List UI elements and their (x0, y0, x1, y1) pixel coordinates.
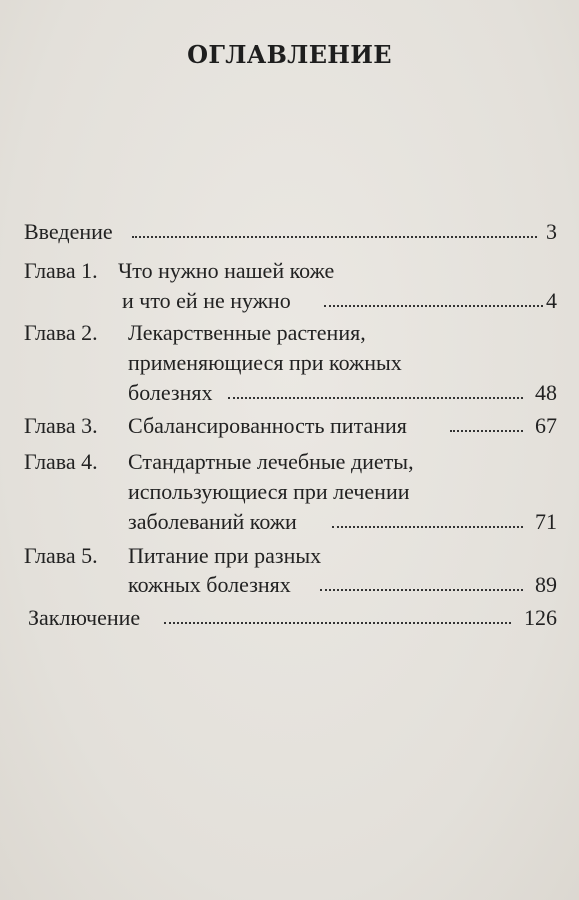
toc-entry-chapter-2-cont[interactable] (24, 348, 557, 378)
page-number: 71 (535, 509, 557, 534)
page-title: ОГЛАВЛЕНИЕ (187, 40, 392, 69)
chapter-label: Глава 2. (24, 320, 98, 345)
page-number: 126 (524, 605, 557, 630)
dot-leader (332, 526, 523, 528)
toc-entry-chapter-2[interactable] (24, 318, 557, 348)
toc-entry-chapter-4-cont[interactable] (24, 477, 557, 507)
page-number: 4 (546, 288, 557, 313)
chapter-label: Глава 5. (24, 543, 98, 568)
chapter-title-line: заболеваний кожи (128, 509, 297, 534)
toc-entry-conclusion[interactable] (24, 603, 557, 633)
chapter-title-line: болезнях (128, 380, 213, 405)
toc-entry-intro[interactable] (24, 217, 557, 247)
chapter-title-line: Стандартные лечебные диеты, (128, 449, 414, 474)
chapter-title-line: использующиеся при лечении (128, 479, 410, 504)
page-number: 67 (535, 413, 557, 438)
toc-entry-chapter-1[interactable] (24, 256, 557, 286)
dot-leader (450, 430, 523, 432)
chapter-label: Глава 1. (24, 258, 98, 283)
toc-entry-chapter-3[interactable] (24, 411, 557, 441)
dot-leader (324, 305, 543, 307)
chapter-label: Глава 3. (24, 413, 98, 438)
page-number: 89 (535, 572, 557, 597)
entry-text: Заключение (28, 605, 141, 630)
toc-entry-chapter-4-cont[interactable] (24, 507, 557, 537)
dot-leader (228, 397, 523, 399)
toc-entry-chapter-5[interactable] (24, 541, 557, 571)
dot-leader (132, 236, 537, 238)
chapter-title-line: и что ей не нужно (122, 288, 291, 313)
chapter-title-line: Лекарственные растения, (128, 320, 366, 345)
toc-entry-chapter-4[interactable] (24, 447, 557, 477)
page-number: 3 (546, 219, 557, 244)
toc-entry-chapter-2-cont[interactable] (24, 378, 557, 408)
toc-entry-chapter-5-cont[interactable] (24, 570, 557, 600)
chapter-title-line: Что нужно нашей коже (118, 258, 335, 283)
dot-leader (320, 589, 523, 591)
toc-entry-chapter-1-cont[interactable] (24, 286, 557, 316)
chapter-label: Глава 4. (24, 449, 98, 474)
chapter-title-line: кожных болезнях (128, 572, 291, 597)
chapter-title-line: Питание при разных (128, 543, 322, 568)
page-number: 48 (535, 380, 557, 405)
chapter-title-line: Сбалансированность питания (128, 413, 407, 438)
chapter-title-line: применяющиеся при кожных (128, 350, 402, 375)
entry-text: Введение (24, 219, 113, 244)
dot-leader (164, 622, 511, 624)
